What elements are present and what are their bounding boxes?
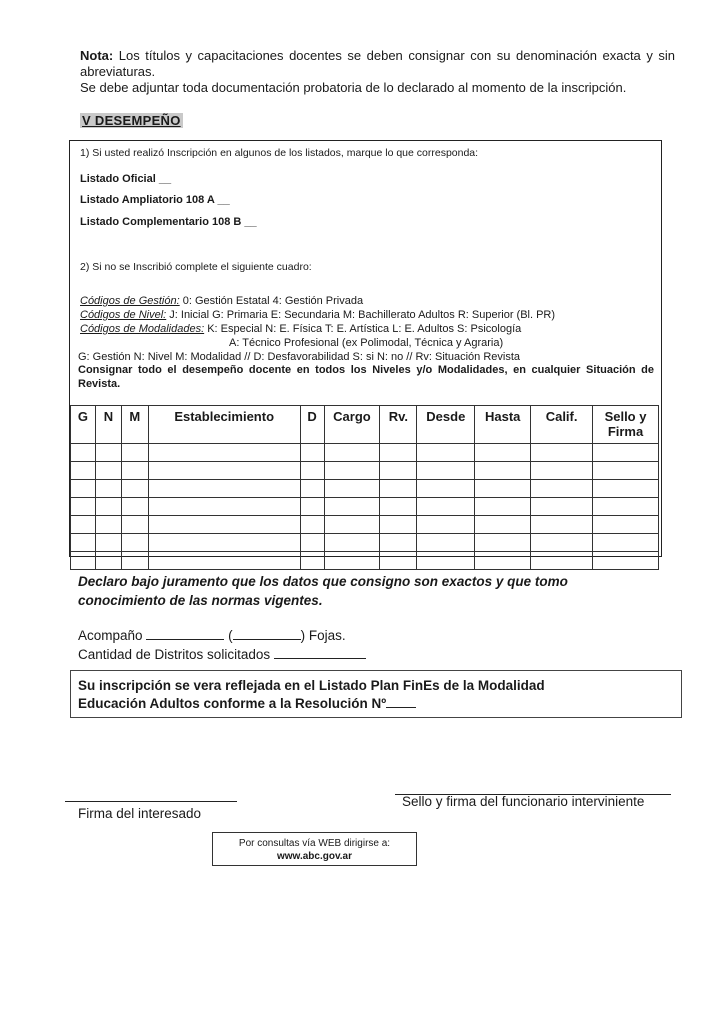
codigos-modalidades-2: A: Técnico Profesional (ex Polimodal, Técnica y Agraria): [229, 337, 504, 349]
col-rv: Rv.: [380, 406, 417, 444]
resolucion-box: [70, 670, 682, 718]
codigos-modalidades: [80, 322, 521, 336]
web-url[interactable]: www.abc.gov.ar: [276, 851, 353, 862]
col-cargo: Cargo: [324, 406, 380, 444]
table-row[interactable]: [71, 498, 659, 516]
firma-funcionario-label: Sello y firma del funcionario interviniente: [402, 794, 645, 809]
table-row[interactable]: [71, 516, 659, 534]
col-d: D: [300, 406, 324, 444]
codigos-nivel-text: J: Inicial G: Primaria E: Secundaria M: Bachillerato Adultos R: Superior (Bl. PR): [166, 309, 556, 321]
col-n: N: [95, 406, 121, 444]
col-desde: Desde: [417, 406, 475, 444]
table-row[interactable]: [71, 444, 659, 462]
distritos-field[interactable]: [274, 646, 366, 659]
resolucion-number-field[interactable]: [386, 695, 416, 708]
listado-oficial[interactable]: Listado Oficial __: [80, 173, 172, 185]
acompano-suffix: ) Fojas.: [300, 628, 346, 643]
codigos-leyenda: G: Gestión N: Nivel M: Modalidad // D: Desfavorabilidad S: si N: no // Rv: Situación Revista: [78, 351, 521, 363]
listado-complementario[interactable]: Listado Complementario 108 B __: [80, 216, 257, 228]
nota-line-1: Los títulos y capacitaciones docentes se deben consignar con su denominación exacta y sin abreviaturas.: [80, 48, 675, 79]
acompano-label: Acompaño: [78, 628, 143, 643]
acompano-line: [78, 627, 346, 643]
col-g: G: [71, 406, 96, 444]
question-1: 1) Si usted realizó Inscripción en algunos de los listados, marque lo que corresponda:: [80, 147, 479, 159]
fojas-field[interactable]: [233, 627, 301, 640]
codigos-gestion-text: 0: Gestión Estatal 4: Gestión Privada: [179, 295, 364, 307]
table-header-row: [71, 406, 659, 444]
col-establecimiento: Establecimiento: [148, 406, 300, 444]
web-line-1: Por consultas vía WEB dirigirse a:: [238, 838, 391, 849]
codigos-nivel-label: Códigos de Nivel:: [80, 309, 167, 321]
listado-ampliatorio[interactable]: Listado Ampliatorio 108 A __: [80, 194, 230, 206]
nota-line-2: Se debe adjuntar toda documentación probatoria de lo declarado al momento de la inscripción.: [80, 80, 627, 95]
table-row[interactable]: [71, 534, 659, 552]
acompano-open-paren: (: [228, 628, 233, 643]
web-contact-box: [212, 832, 417, 866]
firma-interesado-line: [65, 801, 237, 802]
distritos-line: [78, 646, 366, 662]
codigos-modalidades-label: Códigos de Modalidades:: [80, 323, 205, 335]
codigos-nivel: [80, 308, 555, 322]
col-hasta: Hasta: [475, 406, 531, 444]
consignar-instruction: Consignar todo el desempeño docente en todos los Niveles y/o Modalidades, en cualquier Situación de Revista.: [78, 364, 654, 390]
nota-label: Nota:: [80, 48, 114, 63]
firma-interesado-label: Firma del interesado: [78, 806, 202, 821]
question-2: 2) Si no se Inscribió complete el siguiente cuadro:: [80, 261, 312, 273]
distritos-label: Cantidad de Distritos solicitados: [78, 647, 271, 662]
col-m: M: [121, 406, 148, 444]
desempeno-table: [70, 405, 659, 570]
declaracion-jurada: Declaro bajo juramento que los datos que consigno son exactos y que tomo conocimiento de las normas vigentes.: [78, 574, 568, 608]
section-title: V DESEMPEÑO: [82, 113, 181, 128]
codigos-gestion: [80, 294, 363, 308]
table-row[interactable]: [71, 552, 659, 570]
table-row[interactable]: [71, 462, 659, 480]
codigos-modalidades-text: K: Especial N: E. Física T: E. Artística L: E. Adultos S: Psicología: [204, 323, 522, 335]
table-row[interactable]: [71, 480, 659, 498]
col-sello-firma: Sello y Firma: [593, 406, 659, 444]
resolucion-line-1: Su inscripción se vera reflejada en el Listado Plan FinEs de la Modalidad: [78, 678, 545, 693]
acompano-field[interactable]: [146, 627, 224, 640]
codigos-gestion-label: Códigos de Gestión:: [80, 295, 180, 307]
resolucion-line-2: Educación Adultos conforme a la Resolución Nº: [78, 695, 681, 713]
col-calif: Calif.: [531, 406, 593, 444]
nota-paragraph: [80, 48, 675, 96]
